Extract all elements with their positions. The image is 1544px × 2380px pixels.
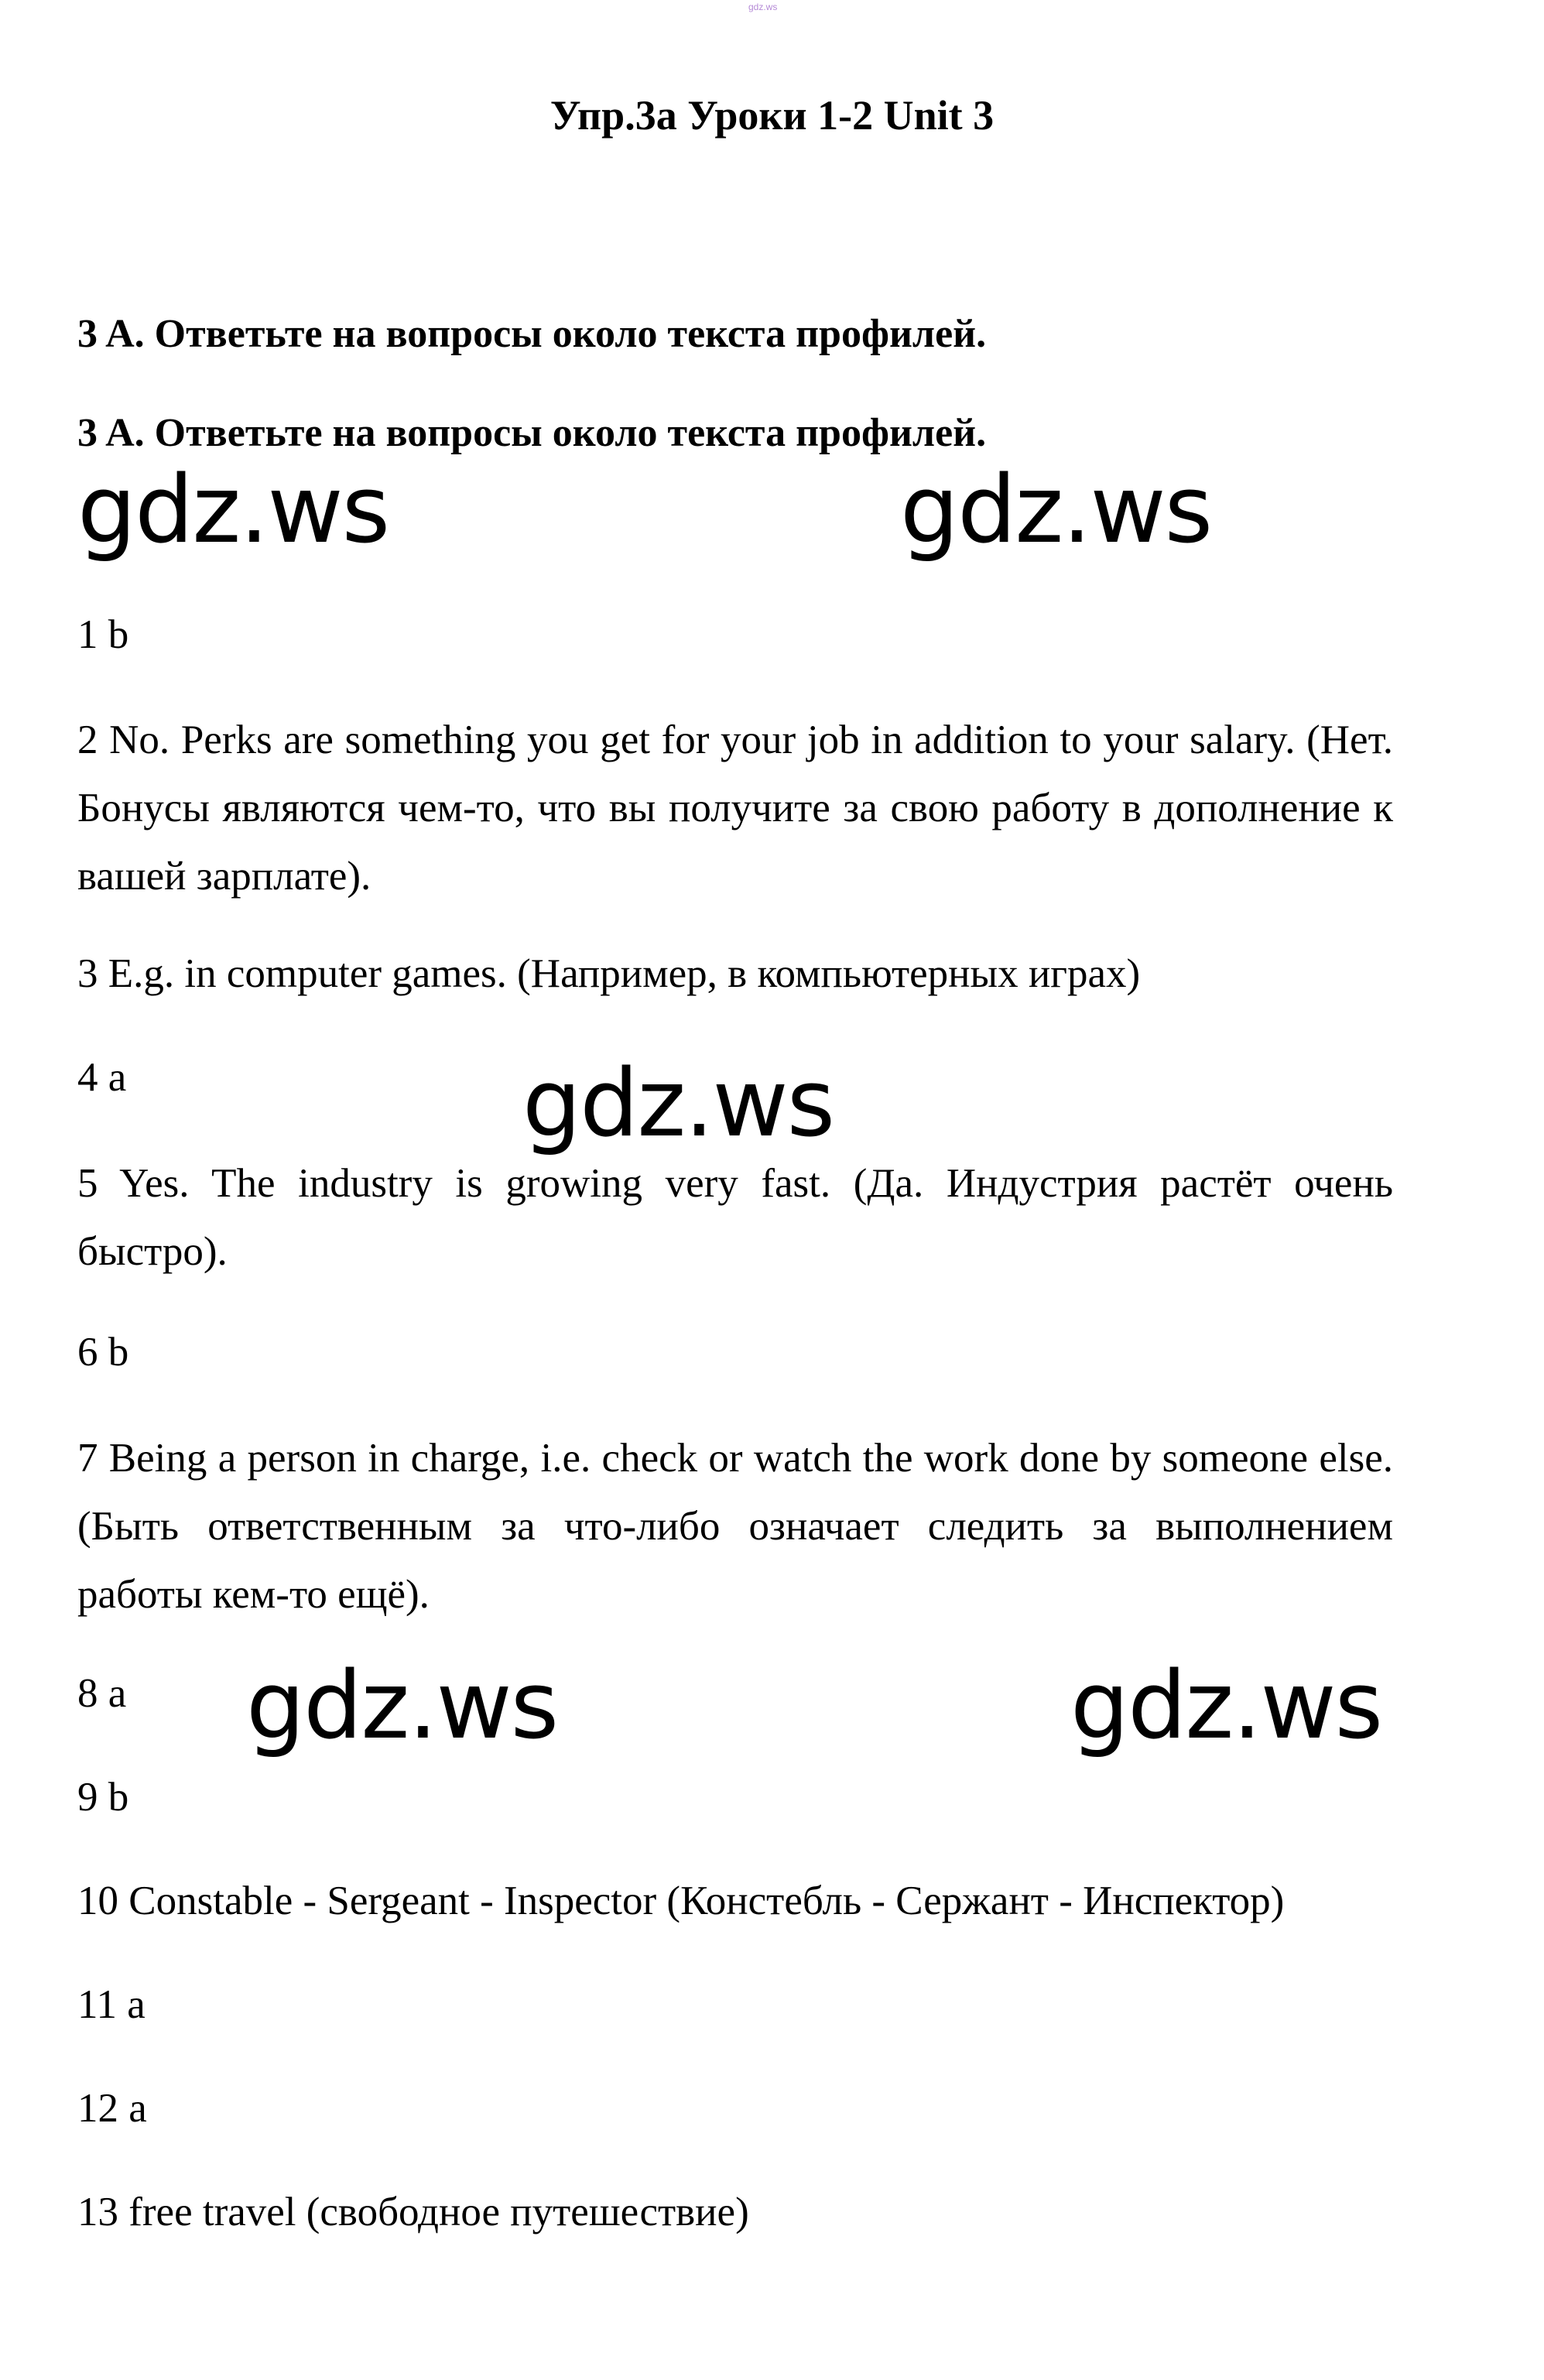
watermark: gdz.ws <box>246 1652 558 1760</box>
answer-item: 2 No. Perks are something you get for your job in addition to your salary. (Нет. Бонусы являются чем-то, что вы получите за свою работу в дополнение к вашей зарплате). <box>77 717 1393 899</box>
answer-item: 8 a <box>77 1671 127 1716</box>
answer-item: 11 a <box>77 1982 145 2027</box>
watermark: gdz.ws <box>77 457 389 564</box>
answer-item: 7 Being a person in charge, i.e. check or watch the work done by someone else. (Быть ответственным за что-либо означает следить за выполнением работы кем-то ещё). <box>77 1436 1393 1617</box>
answer-item: 6 b <box>77 1330 129 1375</box>
page-title: Упр.3a Уроки 1-2 Unit 3 <box>549 92 995 139</box>
answer-item: 10 Constable - Sergeant - Inspector (Констебль - Сержант - Инспектор) <box>77 1878 1285 1923</box>
answer-item: 5 Yes. The industry is growing very fast. (Да. Индустрия растёт очень быстро). <box>77 1161 1393 1274</box>
watermark: gdz.ws <box>900 457 1212 564</box>
task-heading: 3 A. Ответьте на вопросы около текста профилей. <box>77 312 987 356</box>
watermark: gdz.ws <box>522 1050 834 1158</box>
answer-item: 4 a <box>77 1055 127 1100</box>
answer-item: 3 E.g. in computer games. (Например, в компьютерных играх) <box>77 951 1141 996</box>
task-heading-repeat: 3 A. Ответьте на вопросы около текста профилей. <box>77 411 987 455</box>
watermark: gdz.ws <box>1070 1652 1382 1760</box>
answer-item: 12 a <box>77 2086 147 2131</box>
answer-item: 9 b <box>77 1775 129 1820</box>
answer-item: 13 free travel (свободное путешествие) <box>77 2190 749 2234</box>
top-watermark: gdz.ws <box>748 2 778 12</box>
answer-item: 1 b <box>77 612 129 657</box>
